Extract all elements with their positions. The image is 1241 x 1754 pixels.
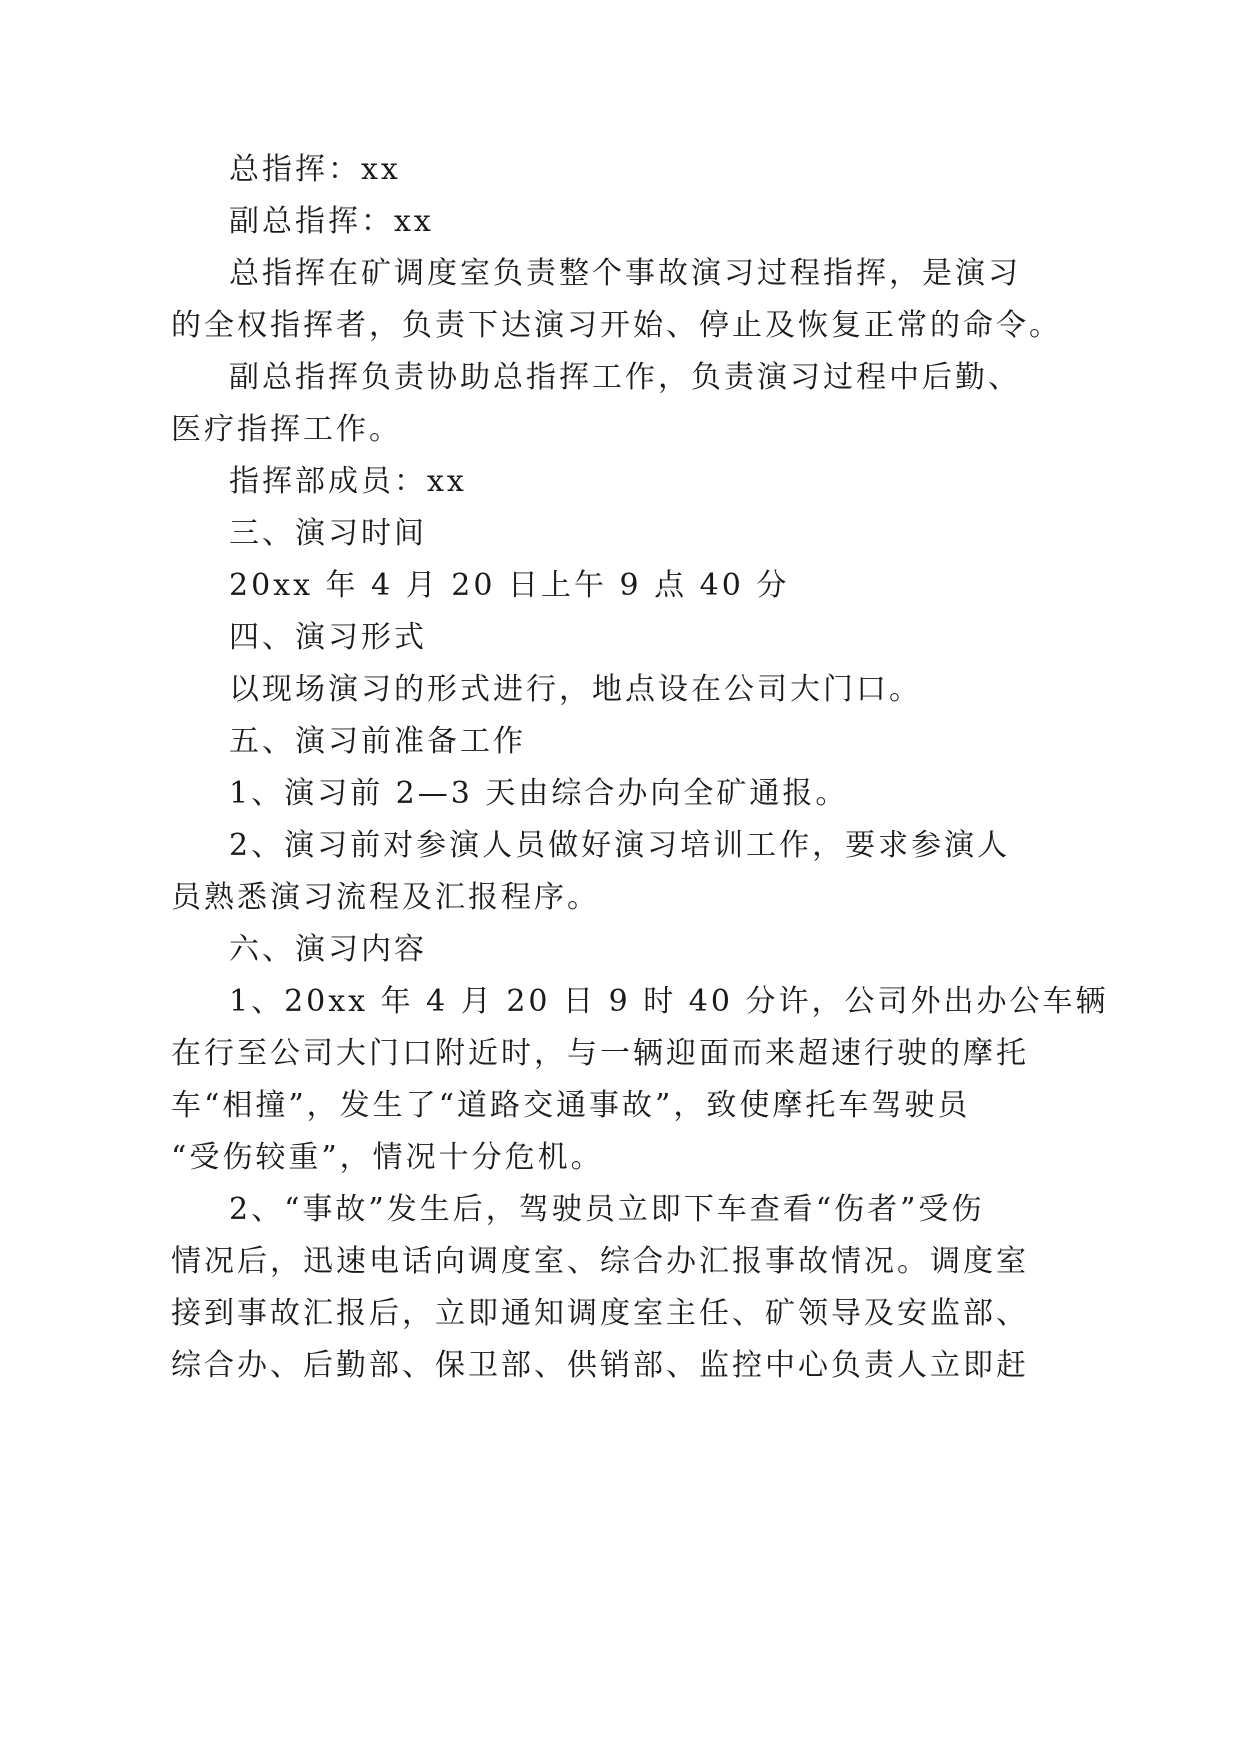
line-text: 2、“事故”发生后，驾驶员立即下车查看“伤者”受伤 [229,1192,985,1227]
line-text: 总指挥在矿调度室负责整个事故演习过程指挥，是演习 [229,256,1021,291]
line-text: 医疗指挥工作。 [171,412,402,447]
line-text: 指挥部成员：xx [229,464,467,499]
line-text: 车“相撞”，发生了“道路交通事故”，致使摩托车驾驶员 [171,1088,971,1123]
line-text: 总指挥：xx [229,152,401,187]
line-text: “受伤较重”，情况十分危机。 [171,1140,604,1175]
line-text: 员熟悉演习流程及汇报程序。 [171,880,600,915]
line-text: 六、演习内容 [229,932,427,967]
line-text: 1、演习前 2—3 天由综合办向全矿通报。 [229,776,849,811]
line-text: 的全权指挥者，负责下达演习开始、停止及恢复正常的命令。 [171,308,1062,343]
line-text: 三、演习时间 [229,516,427,551]
line-text: 1、20xx 年 4 月 20 日 9 时 40 分许，公司外出办公车辆 [229,984,1109,1019]
line-text: 四、演习形式 [229,620,427,655]
line-text: 以现场演习的形式进行，地点设在公司大门口。 [229,672,922,707]
line-text: 综合办、后勤部、保卫部、供销部、监控中心负责人立即赶 [171,1348,1029,1383]
line-text: 接到事故汇报后，立即通知调度室主任、矿领导及安监部、 [171,1296,1029,1331]
line-text: 20xx 年 4 月 20 日上午 9 点 40 分 [229,568,790,603]
line-text: 2、演习前对参演人员做好演习培训工作，要求参演人 [229,828,1011,863]
line-text: 情况后，迅速电话向调度室、综合办汇报事故情况。调度室 [171,1244,1029,1279]
line-text: 在行至公司大门口附近时，与一辆迎面而来超速行驶的摩托 [171,1036,1029,1071]
line-text: 副总指挥负责协助总指挥工作，负责演习过程中后勤、 [229,360,1021,395]
line-text: 副总指挥：xx [229,204,434,239]
line-text: 五、演习前准备工作 [229,724,526,759]
